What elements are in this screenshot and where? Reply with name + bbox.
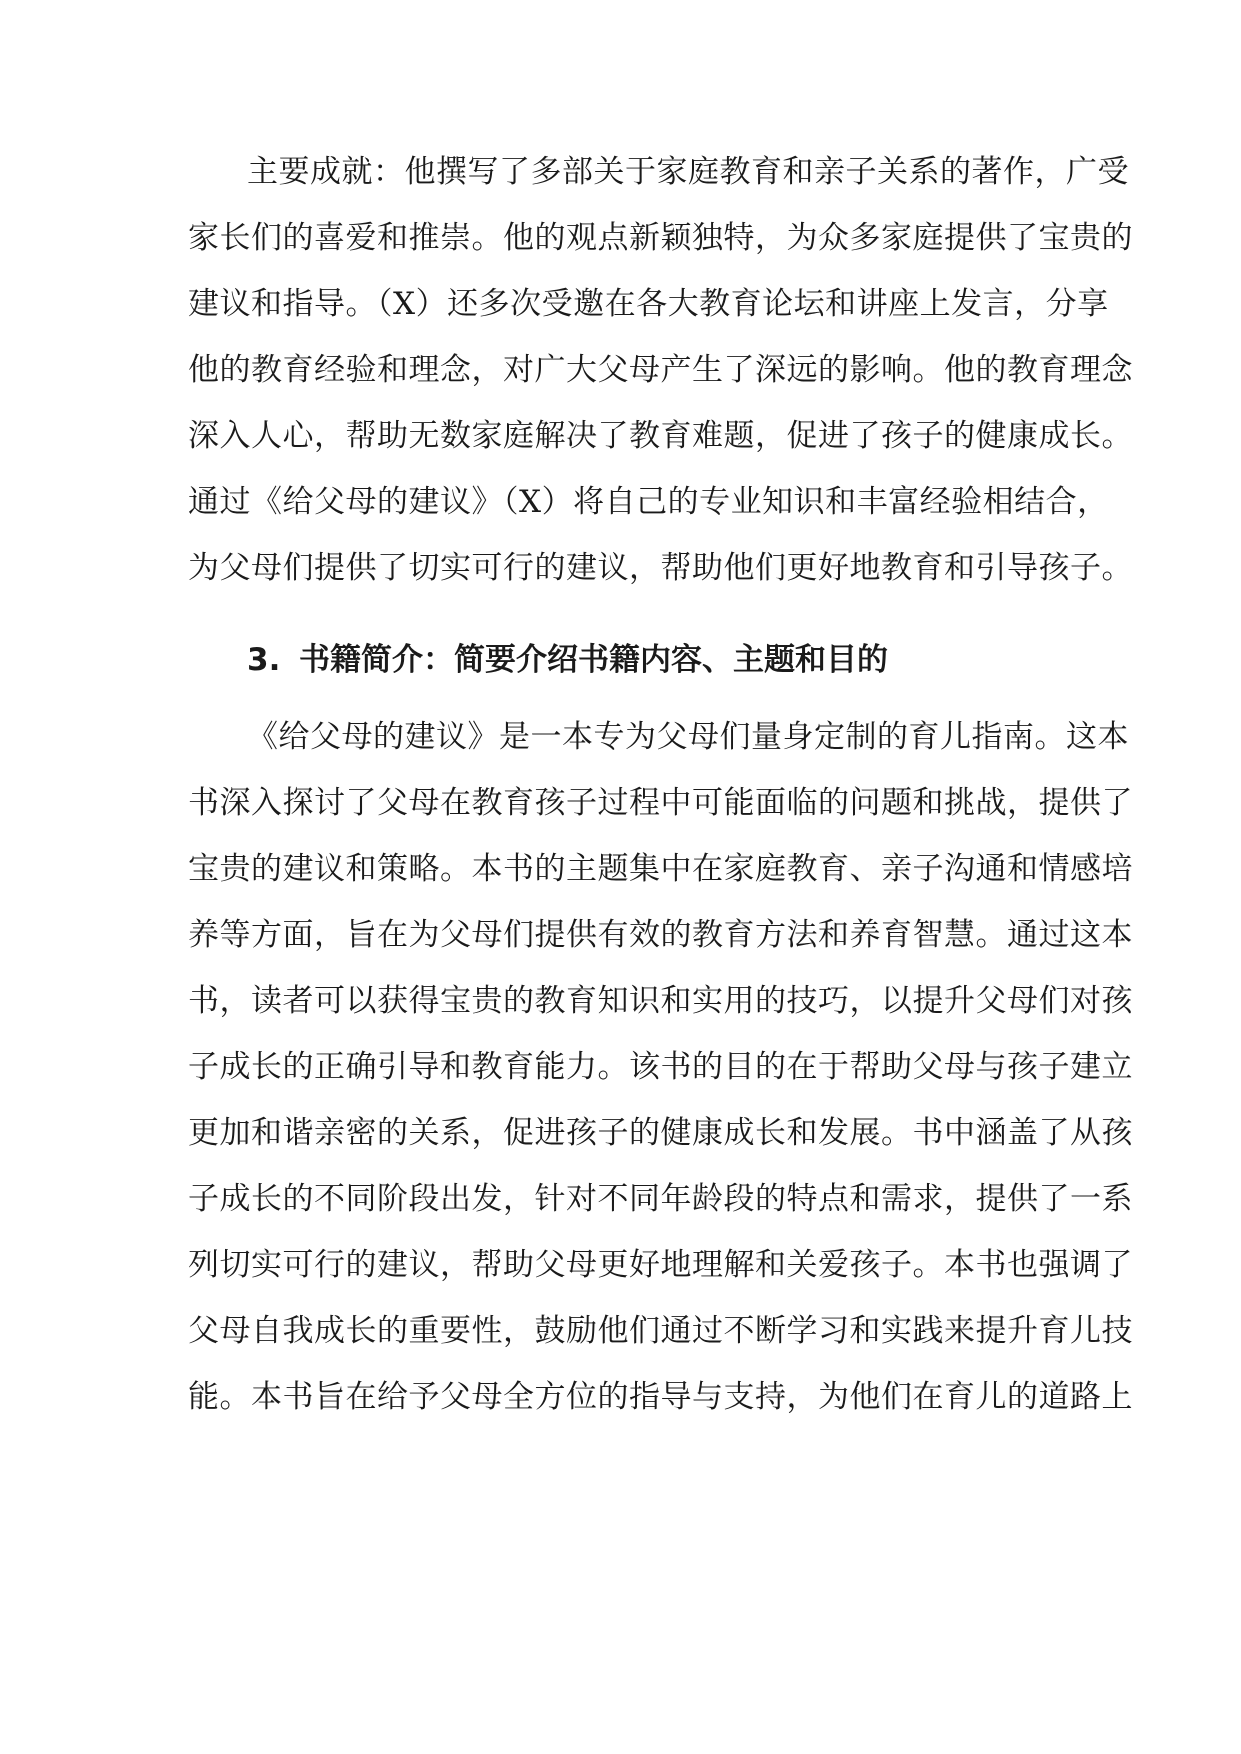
- paragraph-line: 为父母们提供了切实可行的建议，帮助他们更好地教育和引导孩子。: [188, 550, 1133, 586]
- section-heading: [247, 640, 888, 680]
- paragraph-line: 列切实可行的建议，帮助父母更好地理解和关爱孩子。本书也强调了: [188, 1247, 1133, 1283]
- section-heading-number: 3.: [247, 642, 281, 678]
- section-heading-text: 书籍简介：简要介绍书籍内容、主题和目的: [299, 642, 888, 678]
- paragraph-line: 深入人心，帮助无数家庭解决了教育难题，促进了孩子的健康成长。: [188, 418, 1133, 454]
- paragraph-line: 家长们的喜爱和推崇。他的观点新颖独特，为众多家庭提供了宝贵的: [188, 220, 1133, 256]
- paragraph-line: 主要成就：他撰写了多部关于家庭教育和亲子关系的著作，广受: [247, 154, 1129, 190]
- paragraph-line: 《给父母的建议》是一本专为父母们量身定制的育儿指南。这本: [247, 719, 1129, 755]
- paragraph-line: 建议和指导。（X）还多次受邀在各大教育论坛和讲座上发言，分享: [188, 286, 1109, 322]
- paragraph-line: 书，读者可以获得宝贵的教育知识和实用的技巧，以提升父母们对孩: [188, 983, 1133, 1019]
- paragraph-line: 更加和谐亲密的关系，促进孩子的健康成长和发展。书中涵盖了从孩: [188, 1115, 1133, 1151]
- paragraph-line: 书深入探讨了父母在教育孩子过程中可能面临的问题和挑战，提供了: [188, 785, 1133, 821]
- paragraph-line: 宝贵的建议和策略。本书的主题集中在家庭教育、亲子沟通和情感培: [188, 851, 1133, 887]
- paragraph-line: 他的教育经验和理念，对广大父母产生了深远的影响。他的教育理念: [188, 352, 1133, 388]
- paragraph-line: 能。本书旨在给予父母全方位的指导与支持，为他们在育儿的道路上: [188, 1379, 1133, 1415]
- paragraph-line: 子成长的不同阶段出发，针对不同年龄段的特点和需求，提供了一系: [188, 1181, 1133, 1217]
- paragraph-line: 通过《给父母的建议》（X）将自己的专业知识和丰富经验相结合，: [188, 484, 1109, 520]
- paragraph-line: 父母自我成长的重要性，鼓励他们通过不断学习和实践来提升育儿技: [188, 1313, 1133, 1349]
- paragraph-line: 养等方面，旨在为父母们提供有效的教育方法和养育智慧。通过这本: [188, 917, 1133, 953]
- paragraph-line: 子成长的正确引导和教育能力。该书的目的在于帮助父母与孩子建立: [188, 1049, 1133, 1085]
